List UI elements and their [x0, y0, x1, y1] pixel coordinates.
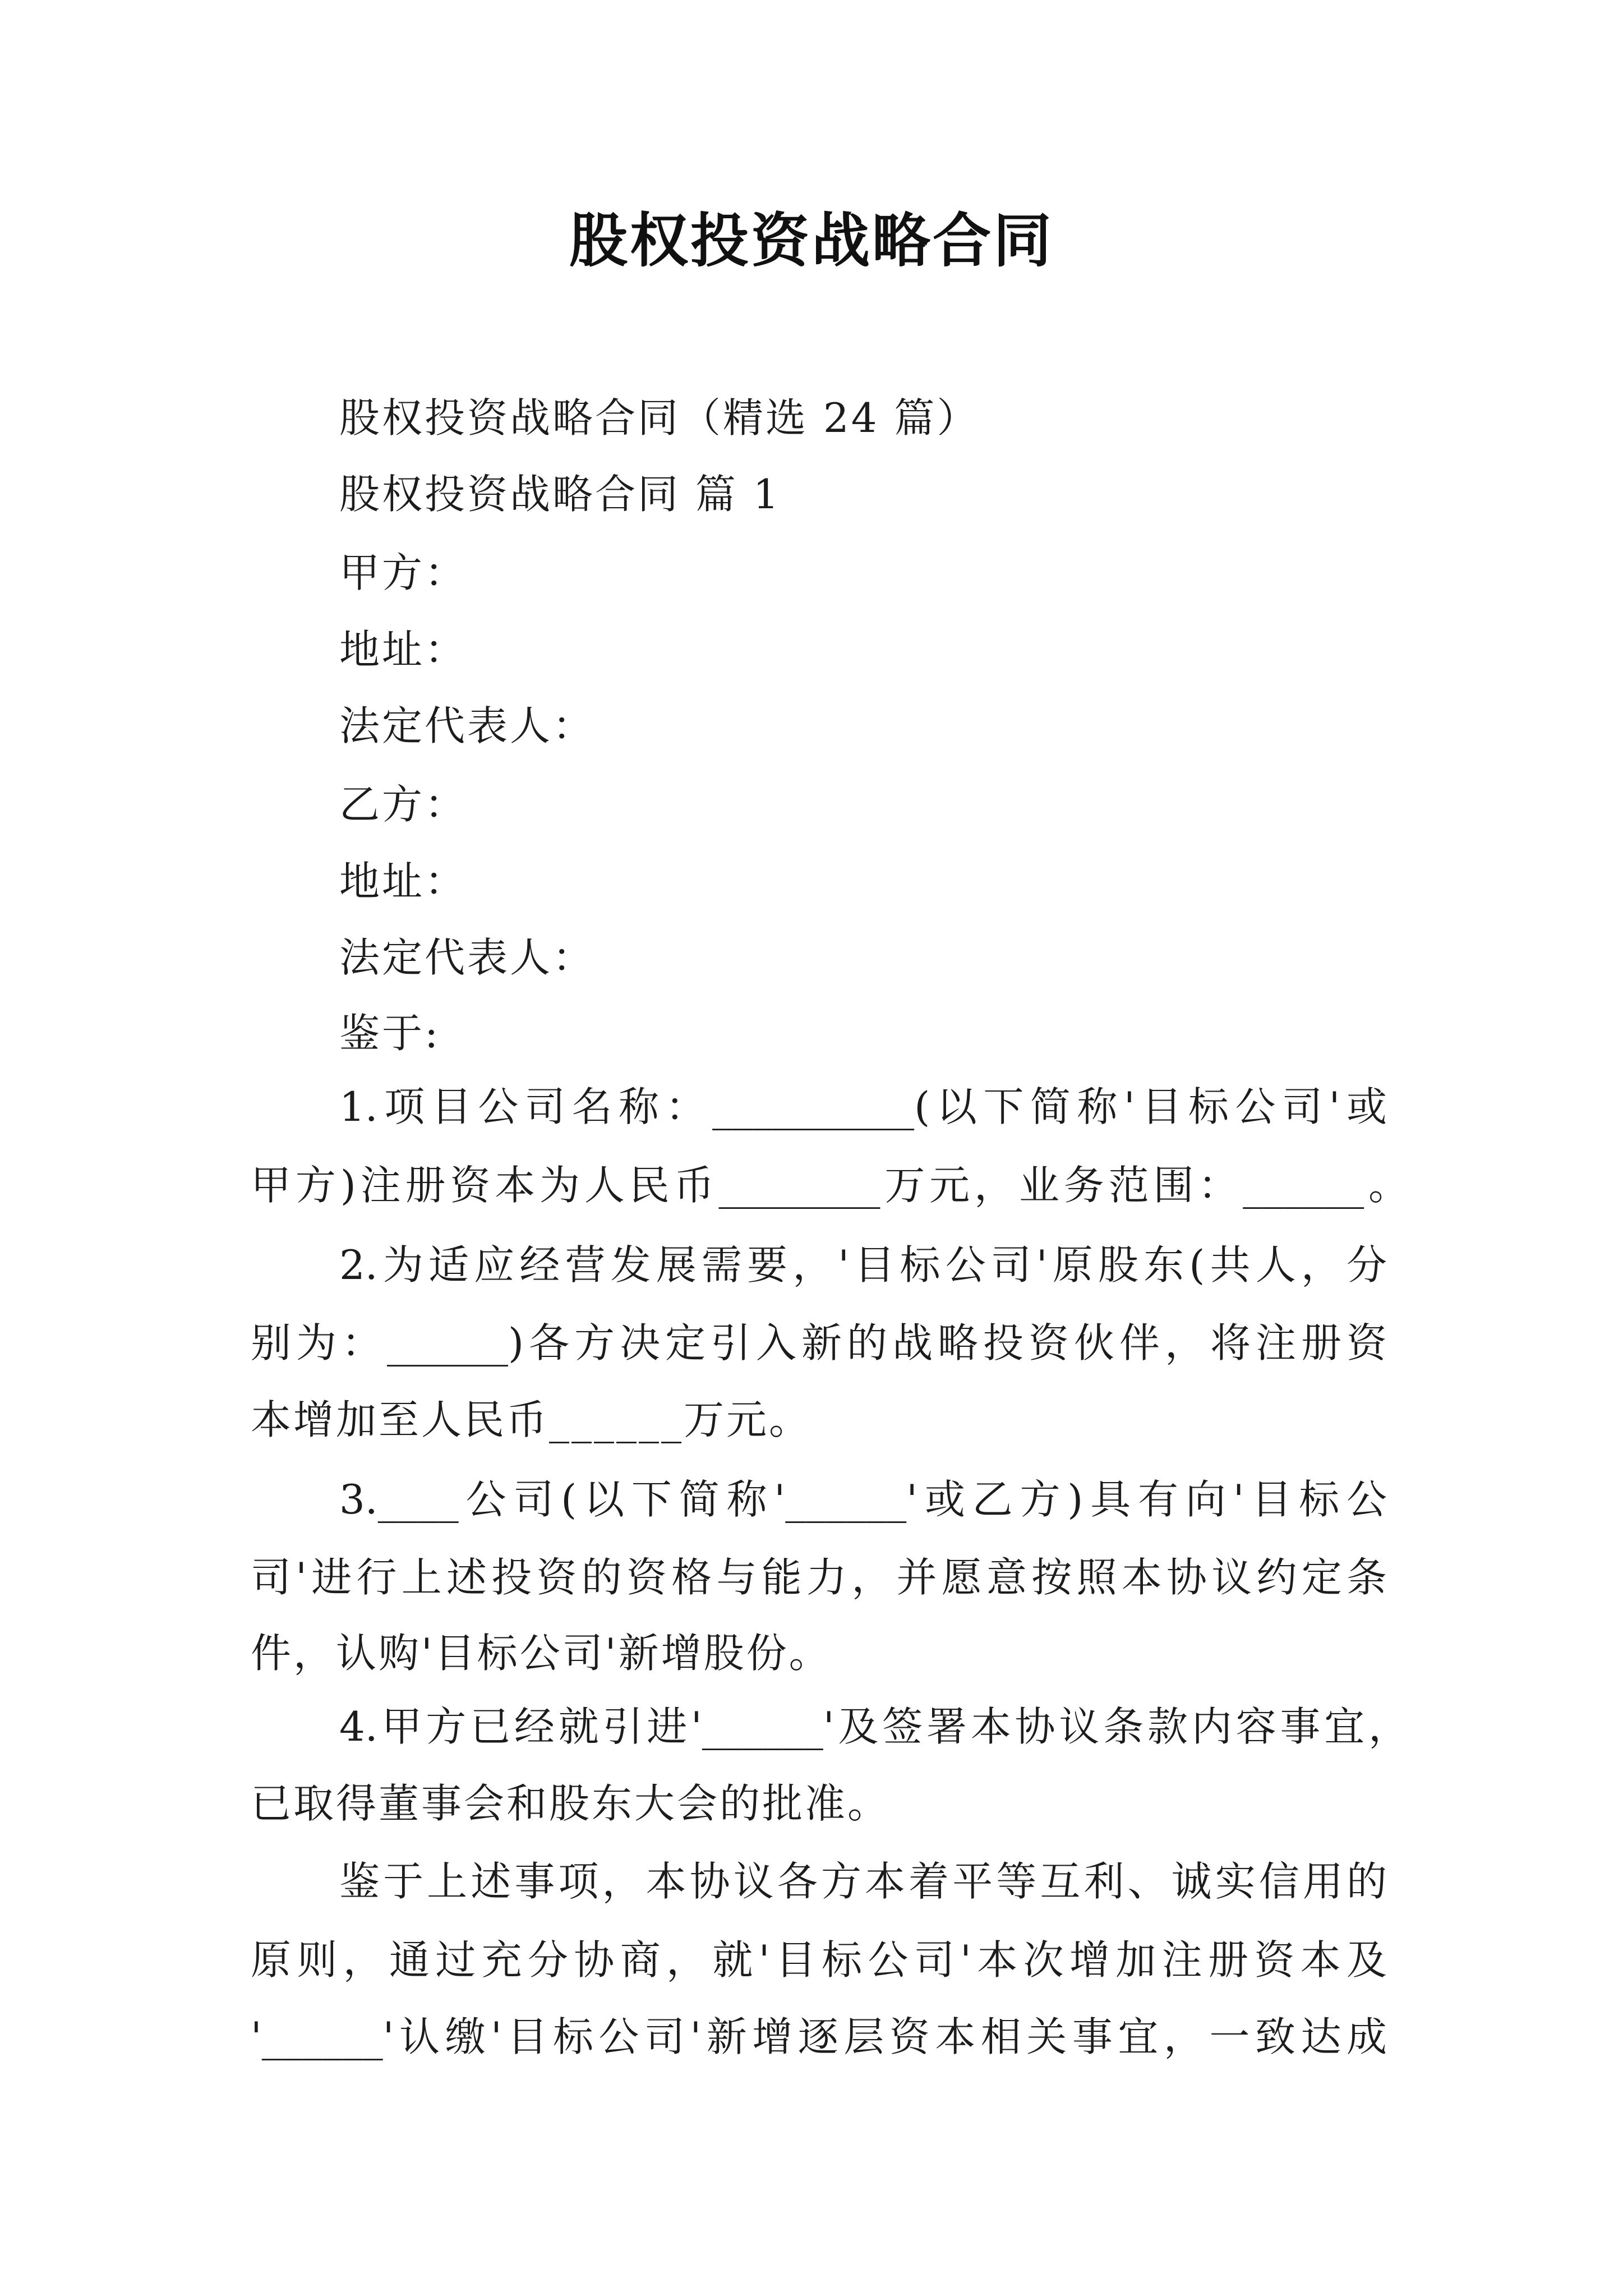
clause-4-line-1: 4.甲方已经就引进'______'及签署本协议条款内容事宜， — [339, 1703, 1409, 1750]
party-a-representative: 法定代表人： — [339, 702, 596, 749]
clause-4-line-2: 已取得董事会和股东大会的批准。 — [251, 1780, 891, 1827]
whereas-label: 鉴于: — [339, 1010, 441, 1057]
preamble-line-2: 原则，通过充分协商，就'目标公司'本次增加注册资本及 — [251, 1936, 1387, 1984]
party-a-label: 甲方： — [339, 549, 468, 596]
party-b-label: 乙方： — [339, 781, 468, 828]
document-title: 股权投资战略合同 — [569, 206, 1054, 275]
document-subtitle: 股权投资战略合同（精选 24 篇） — [339, 394, 980, 441]
clause-1-line-2: 甲方)注册资本为人民币________万元，业务范围：______。 — [251, 1162, 1409, 1209]
clause-3-line-1: 3.____公司(以下简称'______'或乙方)具有向'目标公 — [339, 1476, 1387, 1523]
preamble-line-1: 鉴于上述事项，本协议各方本着平等互利、诚实信用的 — [339, 1858, 1387, 1905]
party-a-address: 地址： — [339, 626, 468, 673]
clause-3-line-2: 司'进行上述投资的资格与能力，并愿意按照本协议约定条 — [251, 1554, 1387, 1601]
clause-2-line-3: 本增加至人民币______万元。 — [251, 1396, 812, 1443]
party-b-representative: 法定代表人： — [339, 934, 596, 981]
section-heading: 股权投资战略合同 篇 1 — [339, 471, 781, 518]
preamble-line-3: '______'认缴'目标公司'新增逐层资本相关事宜，一致达成 — [251, 2013, 1387, 2060]
party-b-address: 地址： — [339, 858, 468, 905]
clause-2-line-2: 别为：______)各方决定引入新的战略投资伙伴，将注册资 — [251, 1319, 1387, 1366]
clause-2-line-1: 2.为适应经营发展需要，'目标公司'原股东(共人，分 — [339, 1241, 1387, 1289]
clause-1-line-1: 1.项目公司名称：__________(以下简称'目标公司'或 — [339, 1083, 1387, 1130]
clause-3-line-3: 件，认购'目标公司'新增股份。 — [251, 1630, 832, 1677]
